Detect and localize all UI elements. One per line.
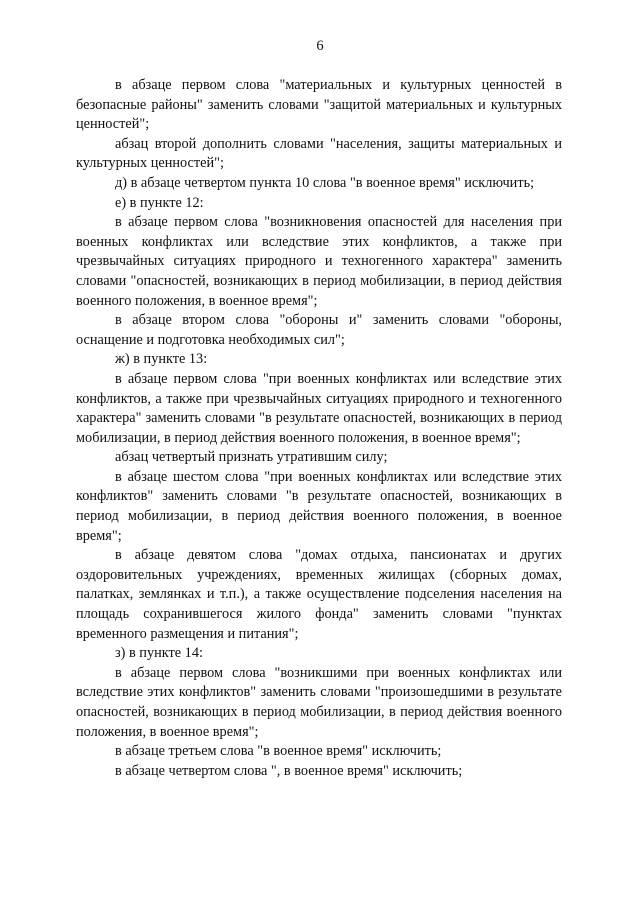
paragraph-1: в абзаце первом слова "материальных и культурных ценностей в безопасные районы" заменить словами "защитой материальных и культурных ценностей"; [76,77,562,133]
paragraph-7: ж) в пункте 13: [115,351,208,368]
paragraph-15: в абзаце четвертом слова ", в военное время" исключить; [115,762,463,779]
paragraph-9: абзац четвертый признать утратившим силу; [115,449,388,466]
page-number: 6 [316,38,324,54]
paragraph-14: в абзаце третьем слова "в военное время" исключить; [115,743,442,760]
paragraph-4: е) в пункте 12: [115,194,204,211]
paragraph-11: в абзаце девятом слова "домах отдыха, пансионатах и других оздоровительных учреждениях, временных жилищах (сборных домах, палатках, землянках и т.п.), а также осуществление подселения населения на площадь сохранившегося жилого фонда" заменить словами "пунктах временного размещения и питания"; [76,547,562,642]
paragraph-5: в абзаце первом слова "возникновения опасностей для населения при военных конфликтах или вследствие этих конфликтов, а также при чрезвычайных ситуациях природного и техногенного характера" заменить словами "опасностей, возникающих в период мобилизации, в период действия военного положения, в военное время"; [76,214,562,309]
paragraph-12: з) в пункте 14: [115,645,203,662]
document-body [76,76,562,781]
paragraph-2: абзац второй дополнить словами "населения, защиты материальных и культурных ценностей"; [76,135,562,172]
paragraph-6: в абзаце втором слова "обороны и" заменить словами "обороны, оснащение и подготовка необходимых сил"; [76,312,562,348]
paragraph-3: д) в абзаце четвертом пункта 10 слова "в военное время" исключить; [115,174,535,191]
paragraph-10: в абзаце шестом слова "при военных конфликтах или вследствие этих конфликтов" заменить словами "в результате опасностей, возникающих в период мобилизации, в период действия военного положения, в военное время"; [76,468,562,544]
paragraph-13: в абзаце первом слова "возникшими при военных конфликтах или вследствие этих конфликтов" заменить словами "произошедшими в результате опасностей, возникающих в период мобилизации, в период действия военного положения, в военное время"; [76,664,562,740]
paragraph-8: в абзаце первом слова "при военных конфликтах или вследствие этих конфликтов, а также при чрезвычайных ситуациях природного и техногенного характера" заменить словами "в результате опасностей, возникающих в период мобилизации, в период действия военного положения, в военное время"; [76,370,562,446]
